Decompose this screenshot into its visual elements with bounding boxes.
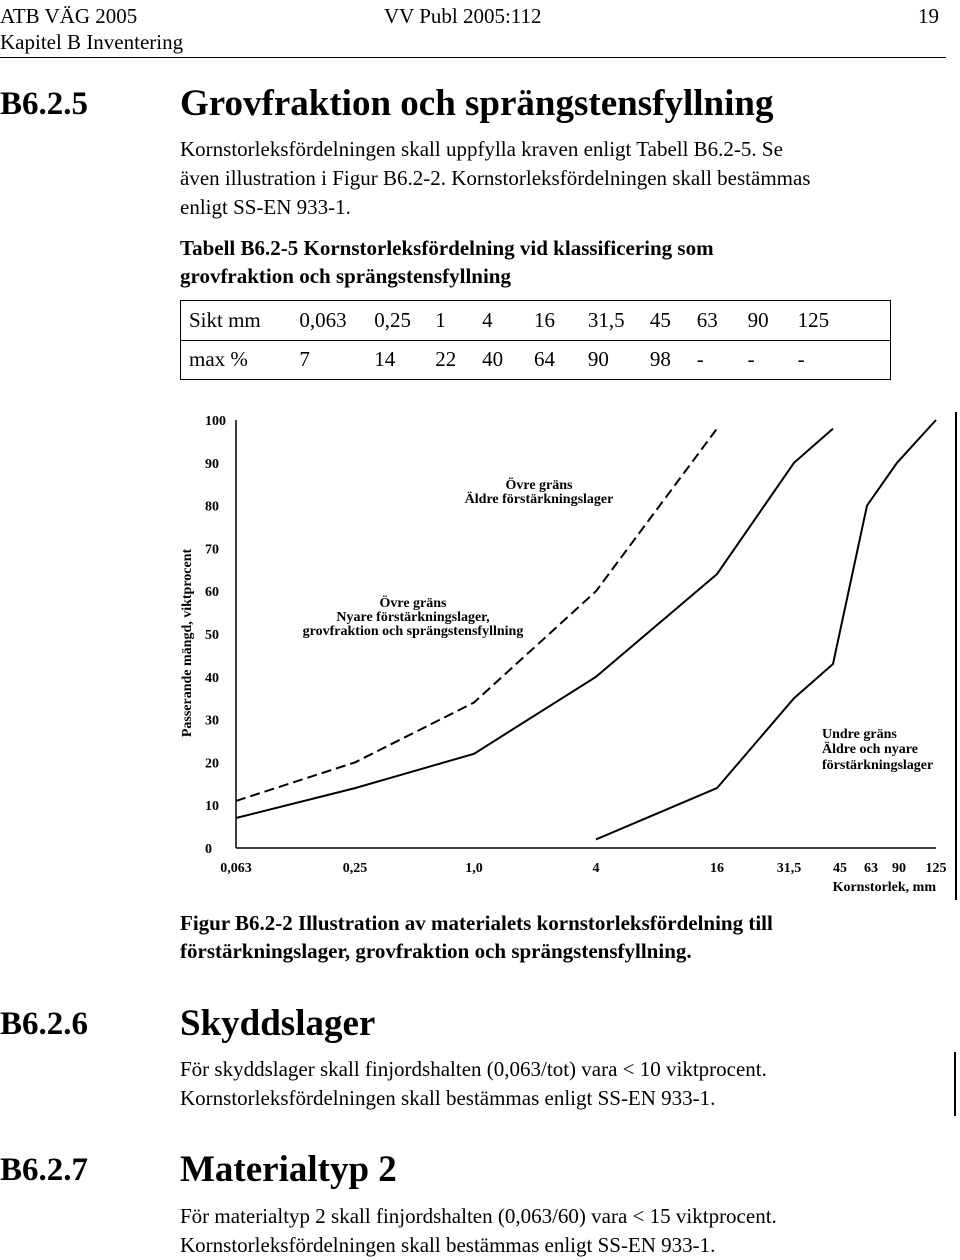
header-document-title: ATB VÄG 2005 <box>0 4 138 28</box>
series-line-solid <box>596 420 936 839</box>
table-cell: 31,5 <box>588 301 650 341</box>
table-row-max <box>181 340 891 380</box>
x-tick-label: 0,25 <box>342 861 368 876</box>
x-tick-label: 16 <box>710 861 724 876</box>
y-tick-label: 70 <box>205 542 219 558</box>
x-axis-label: Kornstorlek, mm <box>832 880 936 895</box>
table-cell: 1 <box>435 301 482 341</box>
y-tick-label: 40 <box>205 670 219 686</box>
paragraph-line: Kornstorleksfördelningen skall bestämmas enligt SS-EN 933-1. <box>180 1233 716 1257</box>
table-cell: 4 <box>482 301 534 341</box>
table-cell: 125 <box>798 301 891 341</box>
x-tick-label: 45 <box>833 861 847 876</box>
annotation-lower-line: förstärkningslager <box>822 758 934 773</box>
table-cell: 40 <box>482 347 504 372</box>
section-number: B6.2.6 <box>0 1006 89 1042</box>
annotation-upper-new-line: grovfraktion och sprängstensfyllning <box>302 624 524 639</box>
table-cell: Sikt mm <box>181 301 300 341</box>
paragraph-line: Kornstorleksfördelningen skall uppfylla kraven enligt Tabell B6.2-5. Se <box>180 137 783 161</box>
page-number: 19 <box>918 4 939 28</box>
x-tick-label: 4 <box>592 861 600 876</box>
x-tick-label: 125 <box>925 861 947 876</box>
table-cell: 16 <box>534 301 588 341</box>
table-caption-line: Tabell B6.2-5 Kornstorleksfördelning vid klassificering som <box>180 236 714 260</box>
x-tick-label: 90 <box>892 861 906 876</box>
table-cell: 14 <box>374 347 396 372</box>
annotation-upper-new-line: Nyare förstärkningslager, <box>336 610 490 625</box>
header-rule <box>0 57 946 58</box>
table-cell: 63 <box>697 301 748 341</box>
annotation-upper-old-line: Äldre förstärkningslager <box>464 492 614 507</box>
table-cell: 22 <box>435 347 457 372</box>
y-tick-label: 0 <box>205 842 212 857</box>
y-tick-label: 30 <box>205 713 219 729</box>
table-cell: 98 <box>649 347 671 372</box>
x-tick-label: 31,5 <box>776 861 802 876</box>
y-axis-label: Passerande mängd, viktprocent <box>180 548 195 738</box>
annotation-lower-line: Äldre och nyare <box>822 742 918 757</box>
y-tick-label: 20 <box>205 756 219 772</box>
x-tick-label: 0,063 <box>220 861 252 876</box>
table-cell: - <box>747 347 755 372</box>
table-cell: 45 <box>650 301 697 341</box>
section-paragraph <box>180 135 940 222</box>
section-paragraph <box>180 1202 940 1260</box>
paragraph-line: För skyddslager skall finjordshalten (0,063/tot) vara < 10 viktprocent. <box>180 1057 767 1081</box>
y-tick-label: 50 <box>205 628 219 643</box>
figure-caption-line: förstärkningslager, grovfraktion och sprängstensfyllning. <box>180 939 692 963</box>
annotation-lower-line: Undre gräns <box>822 727 897 742</box>
y-tick-label: 80 <box>205 499 219 515</box>
table-caption <box>180 234 940 290</box>
table-cell: - <box>696 347 704 372</box>
section-number: B6.2.5 <box>0 86 89 122</box>
change-bar <box>954 1052 956 1116</box>
table-cell: 0,25 <box>374 301 435 341</box>
y-tick-label: 100 <box>205 414 226 429</box>
header-chapter: Kapitel B Inventering <box>0 30 184 54</box>
x-tick-label: 63 <box>864 861 878 876</box>
paragraph-line: enligt SS-EN 933-1. <box>180 195 351 219</box>
table-row-sieve <box>181 301 891 341</box>
paragraph-line: Kornstorleksfördelningen skall bestämmas enligt SS-EN 933-1. <box>180 1086 716 1110</box>
section-number: B6.2.7 <box>0 1152 89 1188</box>
table-caption-line: grovfraktion och sprängstensfyllning <box>180 264 511 288</box>
table-cell: - <box>797 347 805 372</box>
section-title: Skyddslager <box>180 1003 376 1044</box>
sieve-table <box>180 300 891 380</box>
section-title: Materialtyp 2 <box>180 1149 397 1190</box>
table-cell: max % <box>189 347 248 372</box>
annotation-upper-old-line: Övre gräns <box>505 478 573 493</box>
x-tick-label: 1,0 <box>465 861 483 876</box>
section-paragraph <box>180 1055 940 1113</box>
table-cell: 7 <box>299 347 310 372</box>
table-cell: 64 <box>534 347 556 372</box>
figure-caption <box>180 909 940 965</box>
paragraph-line: För materialtyp 2 skall finjordshalten (0,063/60) vara < 15 viktprocent. <box>180 1204 777 1228</box>
table-cell: 90 <box>587 347 609 372</box>
y-tick-label: 60 <box>205 585 219 601</box>
y-tick-label: 90 <box>205 456 219 472</box>
section-title: Grovfraktion och sprängstensfyllning <box>180 83 774 124</box>
figure-caption-line: Figur B6.2-2 Illustration av materialets kornstorleksfördelning till <box>180 911 773 935</box>
table-cell: 0,063 <box>299 301 374 341</box>
paragraph-line: även illustration i Figur B6.2-2. Kornstorleksfördelningen skall bestämmas <box>180 166 811 190</box>
grading-chart <box>0 400 960 900</box>
header-publication: VV Publ 2005:112 <box>384 4 542 28</box>
table-cell: 90 <box>748 301 798 341</box>
y-tick-label: 10 <box>205 799 219 815</box>
annotation-upper-new-line: Övre gräns <box>379 596 447 611</box>
